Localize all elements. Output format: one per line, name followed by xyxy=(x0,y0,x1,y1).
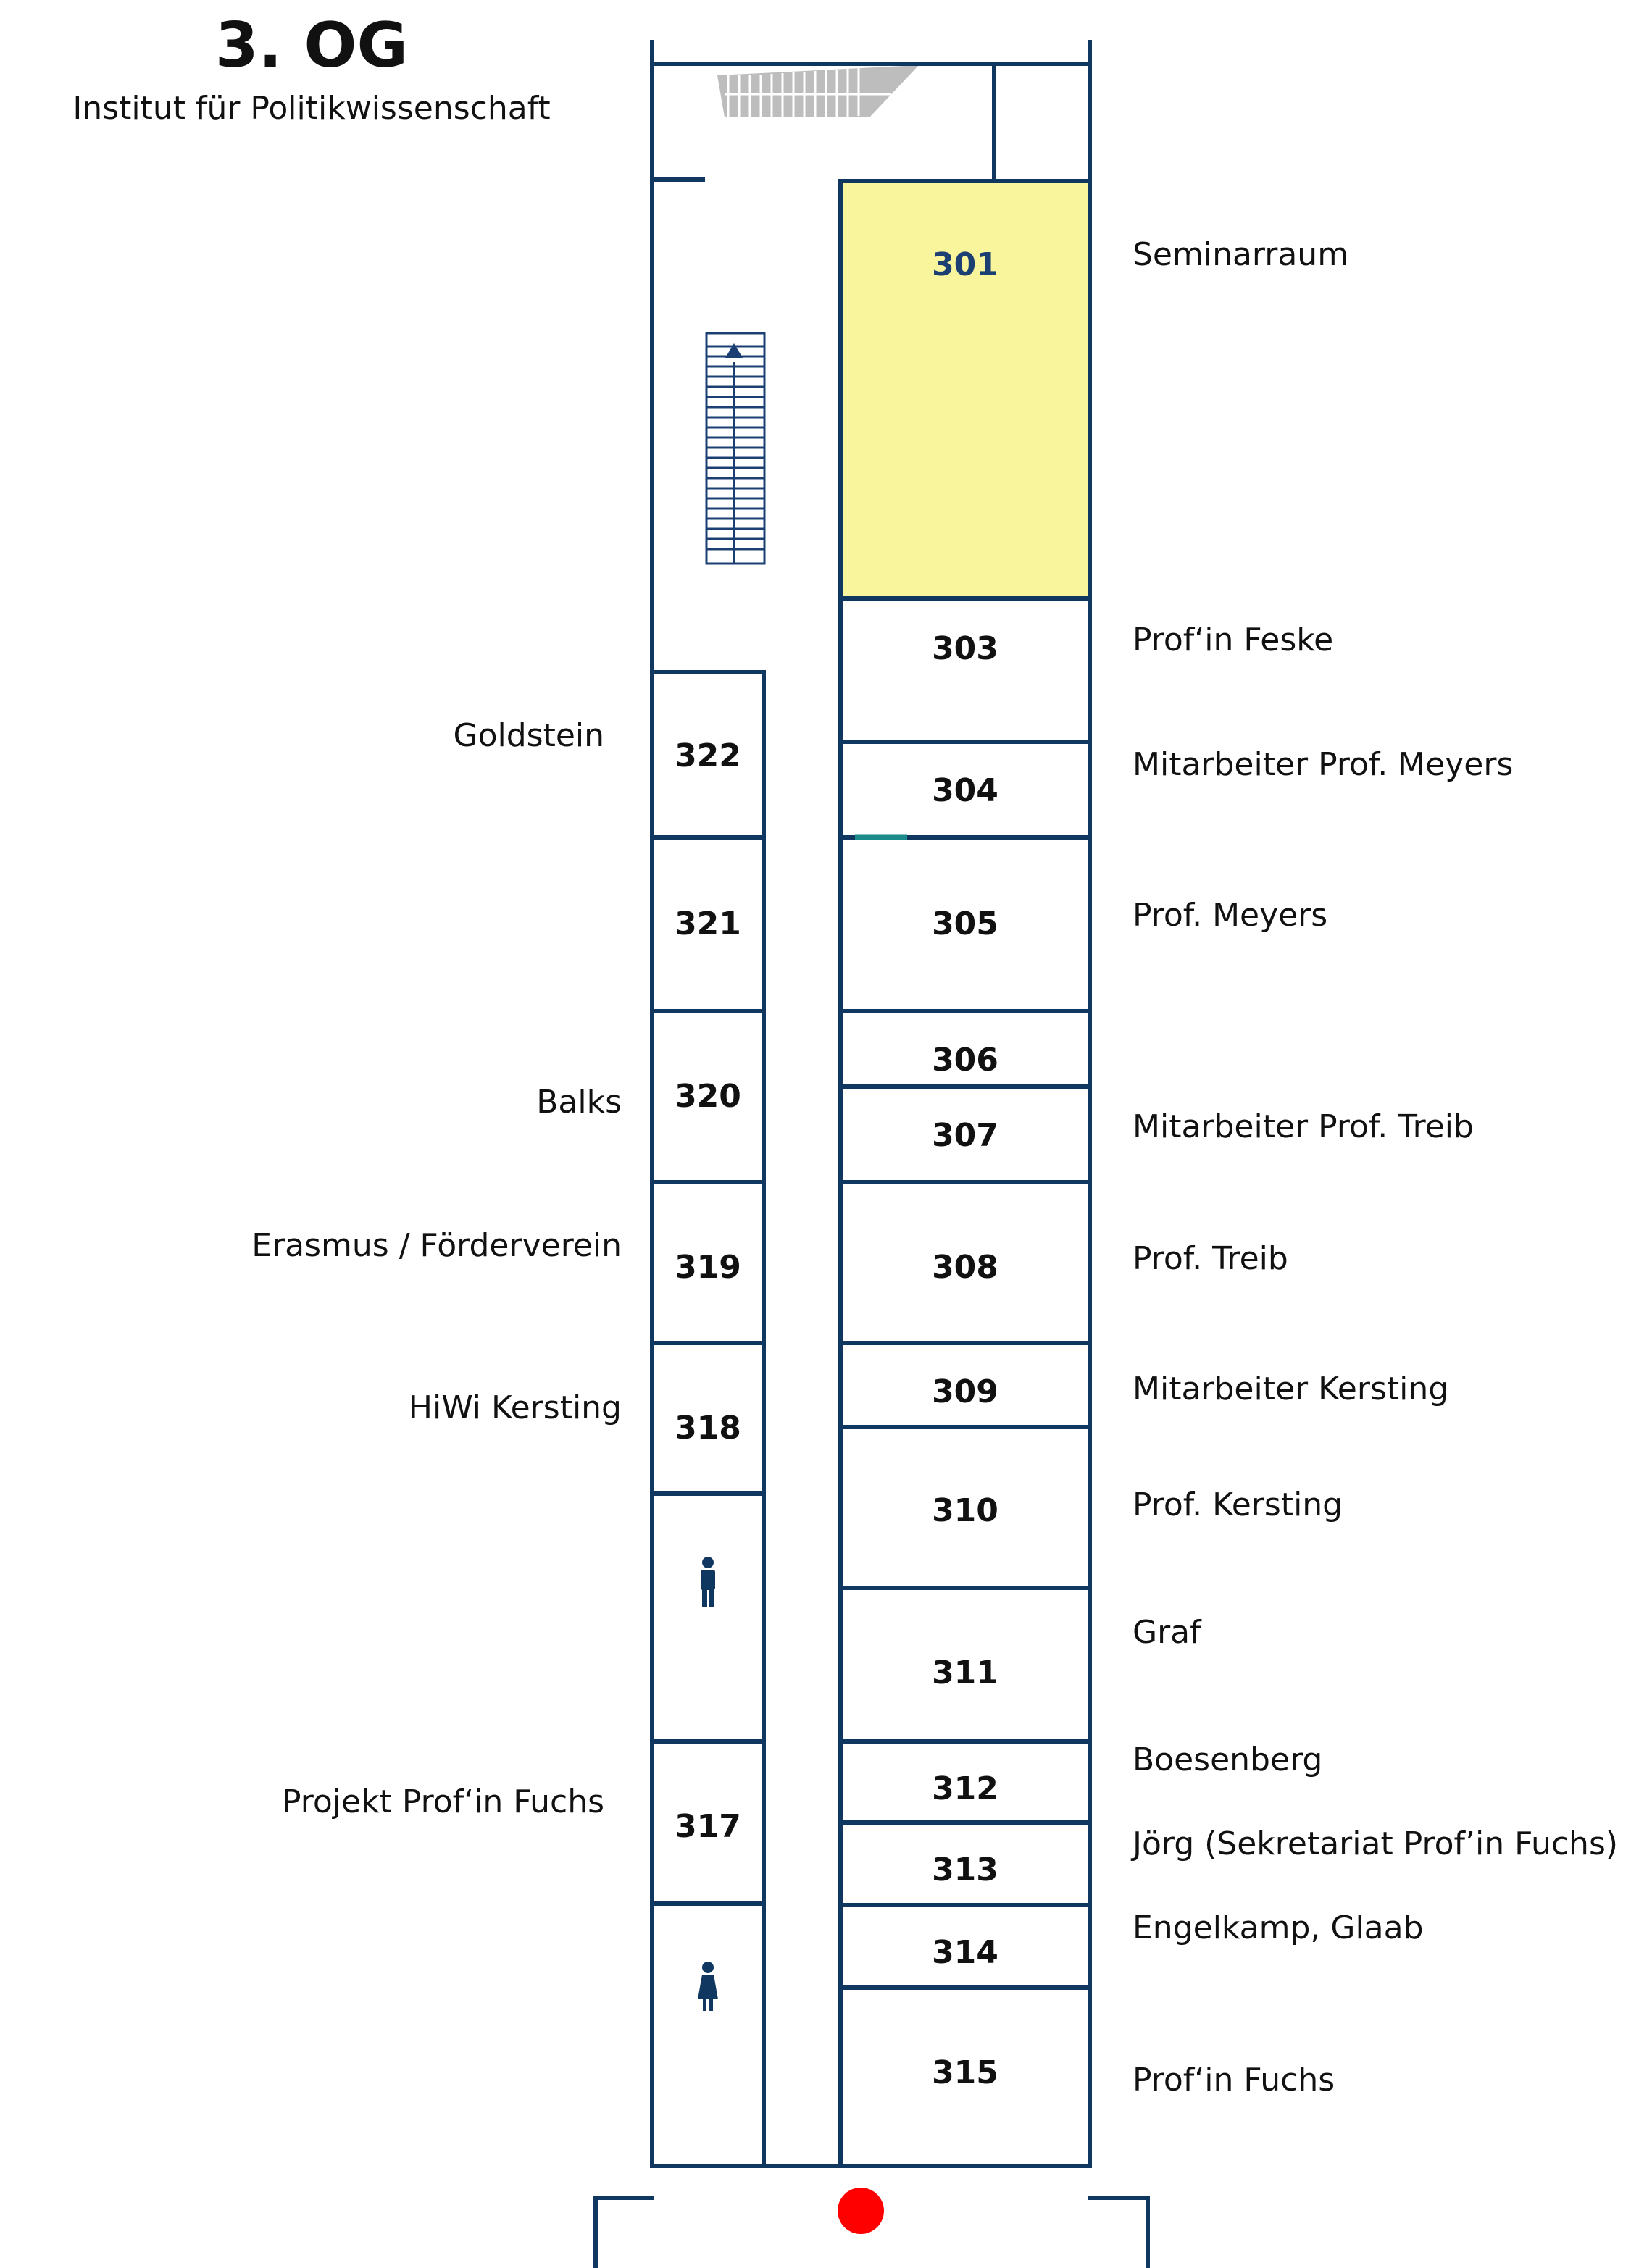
institute-subtitle: Institut für Politikwissenschaft xyxy=(72,90,551,127)
room-number-304[interactable]: 304 xyxy=(932,772,998,809)
occupant-label-318: HiWi Kersting xyxy=(408,1389,622,1426)
occupant-label-317: Projekt Prof‘in Fuchs xyxy=(282,1783,604,1820)
occupant-label-301: Seminarraum xyxy=(1132,236,1349,273)
room-number-319[interactable]: 319 xyxy=(675,1249,741,1286)
room-number-311[interactable]: 311 xyxy=(932,1654,998,1691)
staircase-icon xyxy=(717,65,919,117)
occupant-label-305: Prof. Meyers xyxy=(1132,897,1328,934)
room-number-320[interactable]: 320 xyxy=(675,1078,741,1115)
occupant-label-309: Mitarbeiter Kersting xyxy=(1132,1371,1449,1407)
occupant-label-313: Jörg (Sekretariat Prof’in Fuchs) xyxy=(1132,1825,1619,1862)
room-number-317[interactable]: 317 xyxy=(675,1808,741,1845)
room-number-315[interactable]: 315 xyxy=(932,2054,998,2091)
room-number-303[interactable]: 303 xyxy=(932,630,998,667)
room-number-322[interactable]: 322 xyxy=(675,737,741,774)
room-number-306[interactable]: 306 xyxy=(932,1042,998,1079)
occupant-label-322: Goldstein xyxy=(453,717,604,754)
male-restroom-icon xyxy=(701,1557,715,1607)
occupant-label-319: Erasmus / Förderverein xyxy=(251,1227,622,1264)
occupant-label-315: Prof‘in Fuchs xyxy=(1132,2062,1335,2098)
occupant-label-307: Mitarbeiter Prof. Treib xyxy=(1132,1108,1474,1145)
occupant-label-312: Boesenberg xyxy=(1132,1741,1323,1778)
occupant-label-308: Prof. Treib xyxy=(1132,1240,1288,1277)
room-number-321[interactable]: 321 xyxy=(675,905,741,942)
occupant-label-304: Mitarbeiter Prof. Meyers xyxy=(1132,746,1514,783)
room-number-308[interactable]: 308 xyxy=(932,1249,998,1286)
you-are-here-marker-icon xyxy=(838,2188,884,2234)
room-301-highlight[interactable] xyxy=(840,181,1090,598)
room-number-309[interactable]: 309 xyxy=(932,1373,998,1410)
occupant-label-320: Balks xyxy=(536,1084,622,1121)
female-restroom-icon xyxy=(698,1962,718,2011)
room-number-301[interactable]: 301 xyxy=(932,246,998,283)
occupant-label-311: Graf xyxy=(1132,1614,1201,1651)
floor-title: 3. OG xyxy=(214,9,409,82)
room-number-310[interactable]: 310 xyxy=(932,1492,998,1529)
room-number-313[interactable]: 313 xyxy=(932,1851,998,1888)
room-number-318[interactable]: 318 xyxy=(675,1410,741,1447)
room-number-307[interactable]: 307 xyxy=(932,1117,998,1154)
room-number-312[interactable]: 312 xyxy=(932,1770,998,1807)
occupant-label-314: Engelkamp, Glaab xyxy=(1132,1909,1424,1946)
occupant-label-310: Prof. Kersting xyxy=(1132,1486,1343,1523)
room-number-314[interactable]: 314 xyxy=(932,1934,998,1971)
room-number-305[interactable]: 305 xyxy=(932,905,998,942)
occupant-label-303: Prof‘in Feske xyxy=(1132,622,1334,658)
stair-arrow-icon xyxy=(706,333,764,564)
